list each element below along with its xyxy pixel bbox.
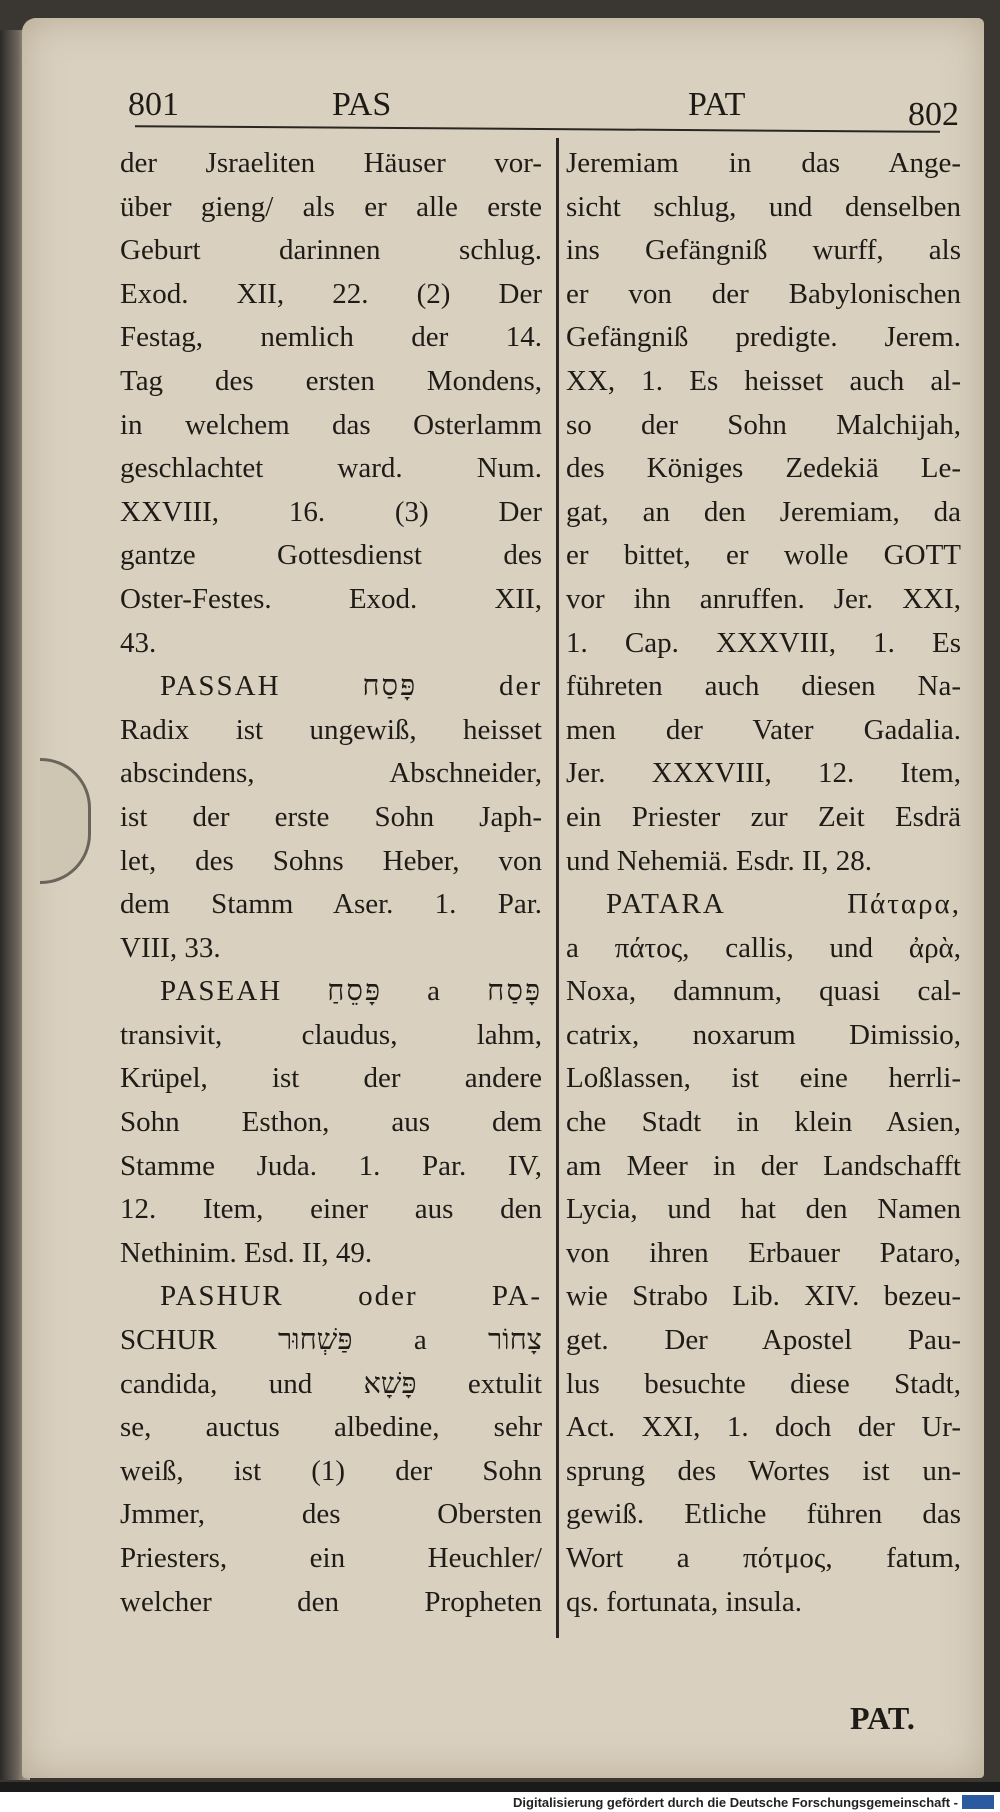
text-line: über gieng/ als er alle erste [120,190,542,223]
text-line: Krüpel, ist der andere [120,1062,542,1095]
text-line: er von der Babylonischen [566,277,961,310]
text-line: weiß, ist (1) der Sohn [120,1454,542,1487]
text-line: sicht schlug, und denselben [566,190,961,223]
text-line: dem Stamm Aser. 1. Par. [120,888,542,921]
text-line: candida, und פָּשָׁא extulit [120,1367,542,1400]
text-line: SCHUR פַּשְׁחוּר a צָחוֹר [120,1324,542,1357]
text-line: Exod. XII, 22. (2) Der [120,277,542,310]
text-line: Jeremiam in das Ange- [566,147,961,179]
text-line: Stamme Juda. 1. Par. IV, [120,1149,542,1182]
text-line: XXVIII, 16. (3) Der [120,495,542,528]
text-line: am Meer in der Landschafft [566,1149,961,1182]
text-line: des Königes Zedekiä Le- [566,452,961,485]
page-number-right: 802 [908,96,959,133]
text-line: vor ihn anruffen. Jer. XXI, [566,582,961,615]
text-line: lus besuchte diese Stadt, [566,1367,961,1400]
text-line: XX, 1. Es heisset auch al- [566,364,961,397]
text-line: Jmmer, des Obersten [120,1498,542,1531]
text-line: transivit, claudus, lahm, [120,1018,542,1051]
text-line: 1. Cap. XXXVIII, 1. Es [566,626,961,659]
text-line: gewiß. Etliche führen das [566,1498,961,1531]
text-line: abscindens, Abschneider, [120,757,542,790]
text-line: a πάτος, callis, und ἀρὰ, [566,931,961,964]
left-column [120,142,542,1624]
text-line: Festag, nemlich der 14. [120,321,542,354]
text-line: Nethinim. Esd. II, 49. [120,1236,373,1269]
text-line: Sohn Esthon, aus dem [120,1106,542,1139]
dfg-logo [962,1795,994,1809]
text-line: se, auctus albedine, sehr [120,1411,542,1444]
text-line: 12. Item, einer aus den [120,1193,542,1226]
text-line: führeten auch diesen Na- [566,670,961,703]
text-line: der Jsraeliten Häuser vor- [120,147,542,179]
text-line: 43. [120,626,157,659]
page-number-left: 801 [128,86,179,123]
text-line: ein Priester zur Zeit Esdrä [566,800,961,833]
text-line: Loßlassen, ist eine herrli- [566,1062,961,1095]
scan-bottom-edge [0,1782,1000,1792]
running-head-right: PAT [688,86,746,123]
text-line: men der Vater Gadalia. [566,713,961,746]
text-line: gantze Gottesdienst des [120,539,542,572]
text-line: er bittet, er wolle GOTT [566,539,961,572]
text-line: und Nehemiä. Esdr. II, 28. [566,844,873,877]
text-line: catrix, noxarum Dimissio, [566,1018,961,1051]
text-line: Wort a πότμος, fatum, [566,1542,961,1574]
text-line: gat, an den Jeremiam, da [566,495,961,528]
text-line: Jer. XXXVIII, 12. Item, [566,757,961,790]
text-line: Act. XXI, 1. doch der Ur- [566,1411,961,1444]
text-line: wie Strabo Lib. XIV. bezeu- [566,1280,961,1313]
text-line: get. Der Apostel Pau- [566,1324,961,1357]
text-line: Lycia, und hat den Namen [566,1193,961,1226]
text-line: Gefängniß predigte. Jerem. [566,321,961,354]
catchword: PAT. [850,1700,915,1736]
text-line: Priesters, ein Heuchler/ [120,1542,542,1574]
text-line: welcher den Propheten [120,1585,542,1618]
text-line: che Stadt in klein Asien, [566,1106,961,1139]
text-line: so der Sohn Malchijah, [566,408,961,441]
text-line: sprung des Wortes ist un- [566,1454,961,1487]
text-line: Radix ist ungewiß, heisset [120,713,542,746]
text-line: PASHUR oder PA- [160,1280,542,1313]
text-line: geschlachtet ward. Num. [120,452,542,485]
text-line: Oster-Festes. Exod. XII, [120,582,542,615]
text-line: Geburt darinnen schlug. [120,234,542,267]
text-line: ist der erste Sohn Japh- [120,800,542,833]
text-line: PATARA Πάταρα, [606,888,961,921]
text-line: Tag des ersten Mondens, [120,364,542,397]
footer-credit: Digitalisierung gefördert durch die Deutsche Forschungsgemeinschaft - [513,1795,958,1810]
text-line: ins Gefängniß wurff, als [566,234,961,267]
column-divider [556,138,559,1638]
text-line: PASEAH פָּסֵחַ a פָּסַח [160,975,542,1008]
text-line: VIII, 33. [120,931,221,964]
text-line: von ihren Erbauer Pataro, [566,1236,961,1269]
text-line: PASSAH פָּסַח der [160,670,542,703]
text-line: in welchem das Osterlamm [120,408,542,441]
right-column [566,142,961,1624]
running-head-left: PAS [332,86,392,123]
text-line: Noxa, damnum, quasi cal- [566,975,961,1008]
text-line: let, des Sohns Heber, von [120,844,542,877]
text-line: qs. fortunata, insula. [566,1585,802,1618]
